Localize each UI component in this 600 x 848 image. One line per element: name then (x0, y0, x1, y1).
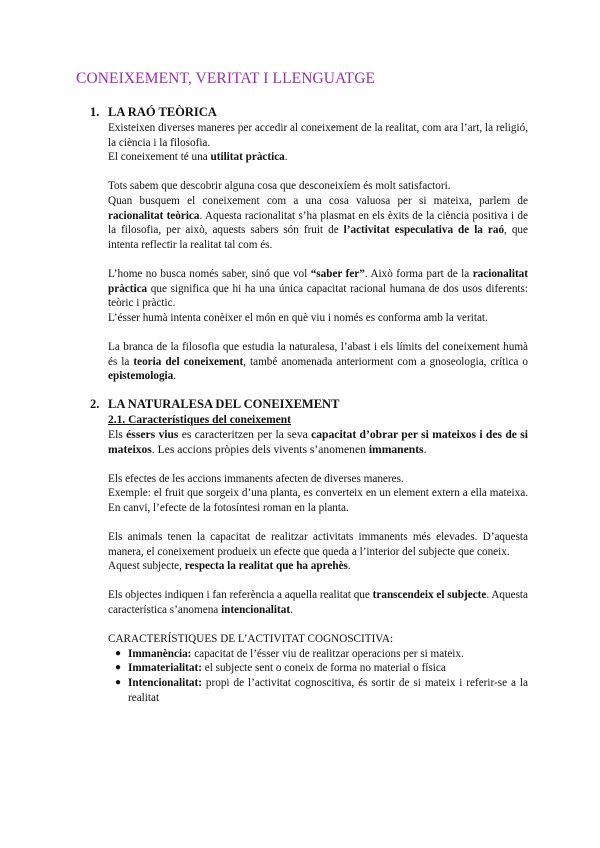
document-title: CONEIXEMENT, VERITAT I LLENGUATGE (76, 70, 376, 87)
list-item: ● Intencionalitat: propi de l’activitat cognoscitiva, és sortir de si mateix i referir-se a la realitat (115, 676, 528, 704)
paragraph: Els efectes de les accions immanents afecten de diverses maneres. (108, 472, 404, 485)
section-2-number: 2. (90, 397, 100, 411)
paragraph: La branca de la filosofia que estudia la naturalesa, l’abast i els límits del coneixement humà és la teoria del coneixement, també anomenada anteriorment com a gnoseologia, crítica o epistemologia. (108, 340, 528, 383)
paragraph: Exemple: el fruit que sorgeix d’una planta, es converteix en un element extern a ella mateixa. En canvi, l’efecte de la fotosíntesi roman en la planta. (108, 487, 528, 514)
paragraph: Tots sabem que descobrir alguna cosa que desconeixíem és molt satisfactori. (108, 180, 451, 193)
list-title: CARACTERÍSTIQUES DE L’ACTIVITAT COGNOSCITIVA: (108, 633, 394, 646)
section-1-number: 1. (90, 105, 100, 119)
section-2-heading (90, 397, 339, 412)
section-2-title: LA NATURALESA DEL CONEIXEMENT (108, 397, 340, 411)
subsection-title: 2.1. Característiques del coneixement (108, 414, 292, 426)
paragraph: Quan busquem el coneixement com a una cosa valuosa per si mateixa, parlem de racionalitat teòrica. Aquesta racionalitat s’ha plasmat en els èxits de la ciència positiva i de la filosofia, per això, aquests sabers són fruit de l’activitat especulativa de la raó, que intenta reflectir la realitat tal com és. (108, 194, 528, 251)
paragraph: L’home no busca només saber, sinó que vol “saber fer”. Això forma part de la racionalitat pràctica que significa que hi ha una única capacitat racional humana de dos usos diferents: teòric i pràctic. (108, 267, 528, 310)
list-item: ● Immaterialitat: el subjecte sent o coneix de forma no material o física (115, 662, 446, 675)
paragraph: Els objectes indiquen i fan referència a aquella realitat que transcendeix el subjecte. Aquesta característica s’anomena intencionalitat. (108, 589, 529, 616)
bullet-icon: ● (115, 647, 122, 659)
section-1-body (108, 121, 528, 384)
paragraph: Existeixen diverses maneres per accedir al coneixement de la realitat, com ara l’art, la religió, la ciència i la filosofia. (108, 122, 528, 149)
characteristics-list (108, 647, 528, 705)
bullet-icon: ● (115, 662, 122, 674)
bullet-icon: ● (115, 676, 122, 688)
list-item: ● Immanència: capacitat de l’ésser viu de realitzar operacions per si mateix. (115, 647, 464, 660)
paragraph: El coneixement té una utilitat pràctica. (108, 151, 288, 164)
section-1-heading (90, 105, 217, 120)
section-2-body (108, 413, 528, 705)
paragraph: Els éssers vius es caracteritzen per la seva capacitat d’obrar per si mateixos i des de si mateixos. Les accions pròpies dels vivents s’anomenen immanents. (108, 428, 528, 456)
paragraph: Aquest subjecte, respecta la realitat que ha aprehès. (108, 560, 351, 573)
paragraph: Els animals tenen la capacitat de realitzar activitats immanents més elevades. D’aquesta manera, el coneixement produeix un efecte que queda a l’interior del subjecte que coneix. (108, 530, 528, 558)
paragraph: L’ésser humà intenta conèixer el món en què viu i només es conforma amb la veritat. (108, 311, 488, 324)
section-1-title: LA RAÓ TEÒRICA (108, 105, 217, 119)
